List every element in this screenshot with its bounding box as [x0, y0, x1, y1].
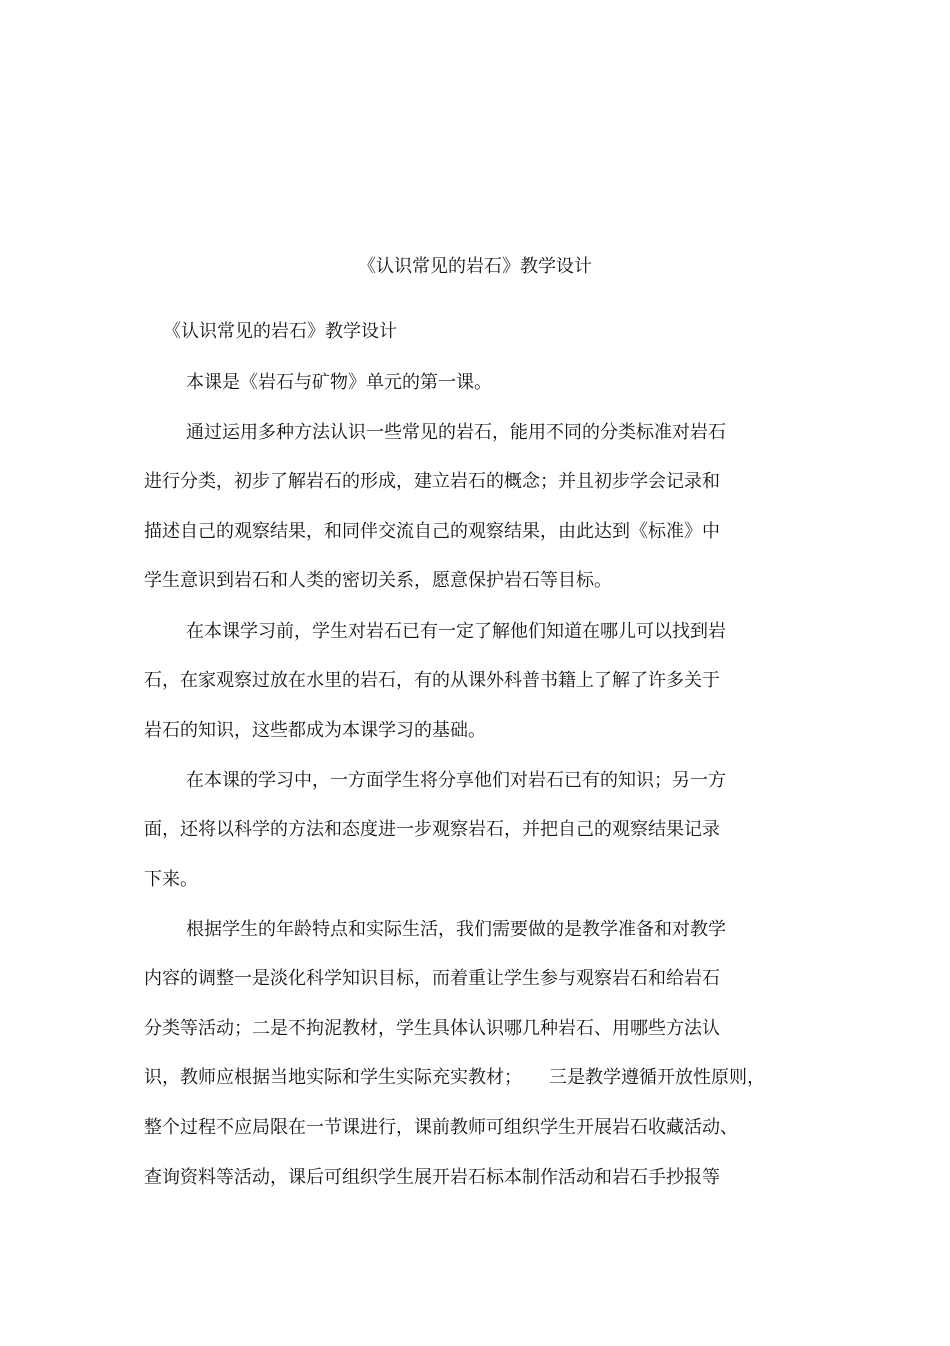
paragraph-line: 整个过程不应局限在一节课进行，课前教师可组织学生开展岩石收藏活动、 [144, 1117, 738, 1138]
paragraph-line: 内容的调整一是淡化科学知识目标，而着重让学生参与观察岩石和给岩石 [144, 968, 720, 989]
paragraph-line: 识，教师应根据当地实际和学生实际充实教材； 三是教学遵循开放性原则， [144, 1067, 765, 1088]
paragraph-line: 在本课的学习中，一方面学生将分享他们对岩石已有的知识；另一方 [186, 770, 726, 791]
paragraph-line: 面，还将以科学的方法和态度进一步观察岩石，并把自己的观察结果记录 [144, 819, 720, 840]
document-title: 《认识常见的岩石》教学设计 [358, 256, 592, 277]
paragraph-line: 本课是《岩石与矿物》单元的第一课。 [186, 372, 492, 393]
paragraph-line: 学生意识到岩石和人类的密切关系，愿意保护岩石等目标。 [144, 570, 612, 591]
paragraph-line: 分类等活动；二是不拘泥教材，学生具体认识哪几种岩石、用哪些方法认 [144, 1018, 720, 1039]
document-subtitle: 《认识常见的岩石》教学设计 [163, 321, 397, 342]
paragraph-line: 通过运用多种方法认识一些常见的岩石，能用不同的分类标准对岩石 [186, 422, 726, 443]
paragraph-line: 下来。 [144, 869, 198, 890]
paragraph-line: 查询资料等活动，课后可组织学生展开岩石标本制作活动和岩石手抄报等 [144, 1167, 720, 1188]
paragraph-line: 岩石的知识，这些都成为本课学习的基础。 [144, 720, 486, 741]
paragraph-line: 进行分类，初步了解岩石的形成，建立岩石的概念；并且初步学会记录和 [144, 471, 720, 492]
paragraph-line: 石，在家观察过放在水里的岩石，有的从课外科普书籍上了解了许多关于 [144, 670, 720, 691]
paragraph-line: 根据学生的年龄特点和实际生活，我们需要做的是教学准备和对教学 [186, 919, 726, 940]
paragraph-line: 描述自己的观察结果，和同伴交流自己的观察结果，由此达到《标准》中 [144, 521, 720, 542]
paragraph-line: 在本课学习前，学生对岩石已有一定了解他们知道在哪儿可以找到岩 [186, 621, 726, 642]
